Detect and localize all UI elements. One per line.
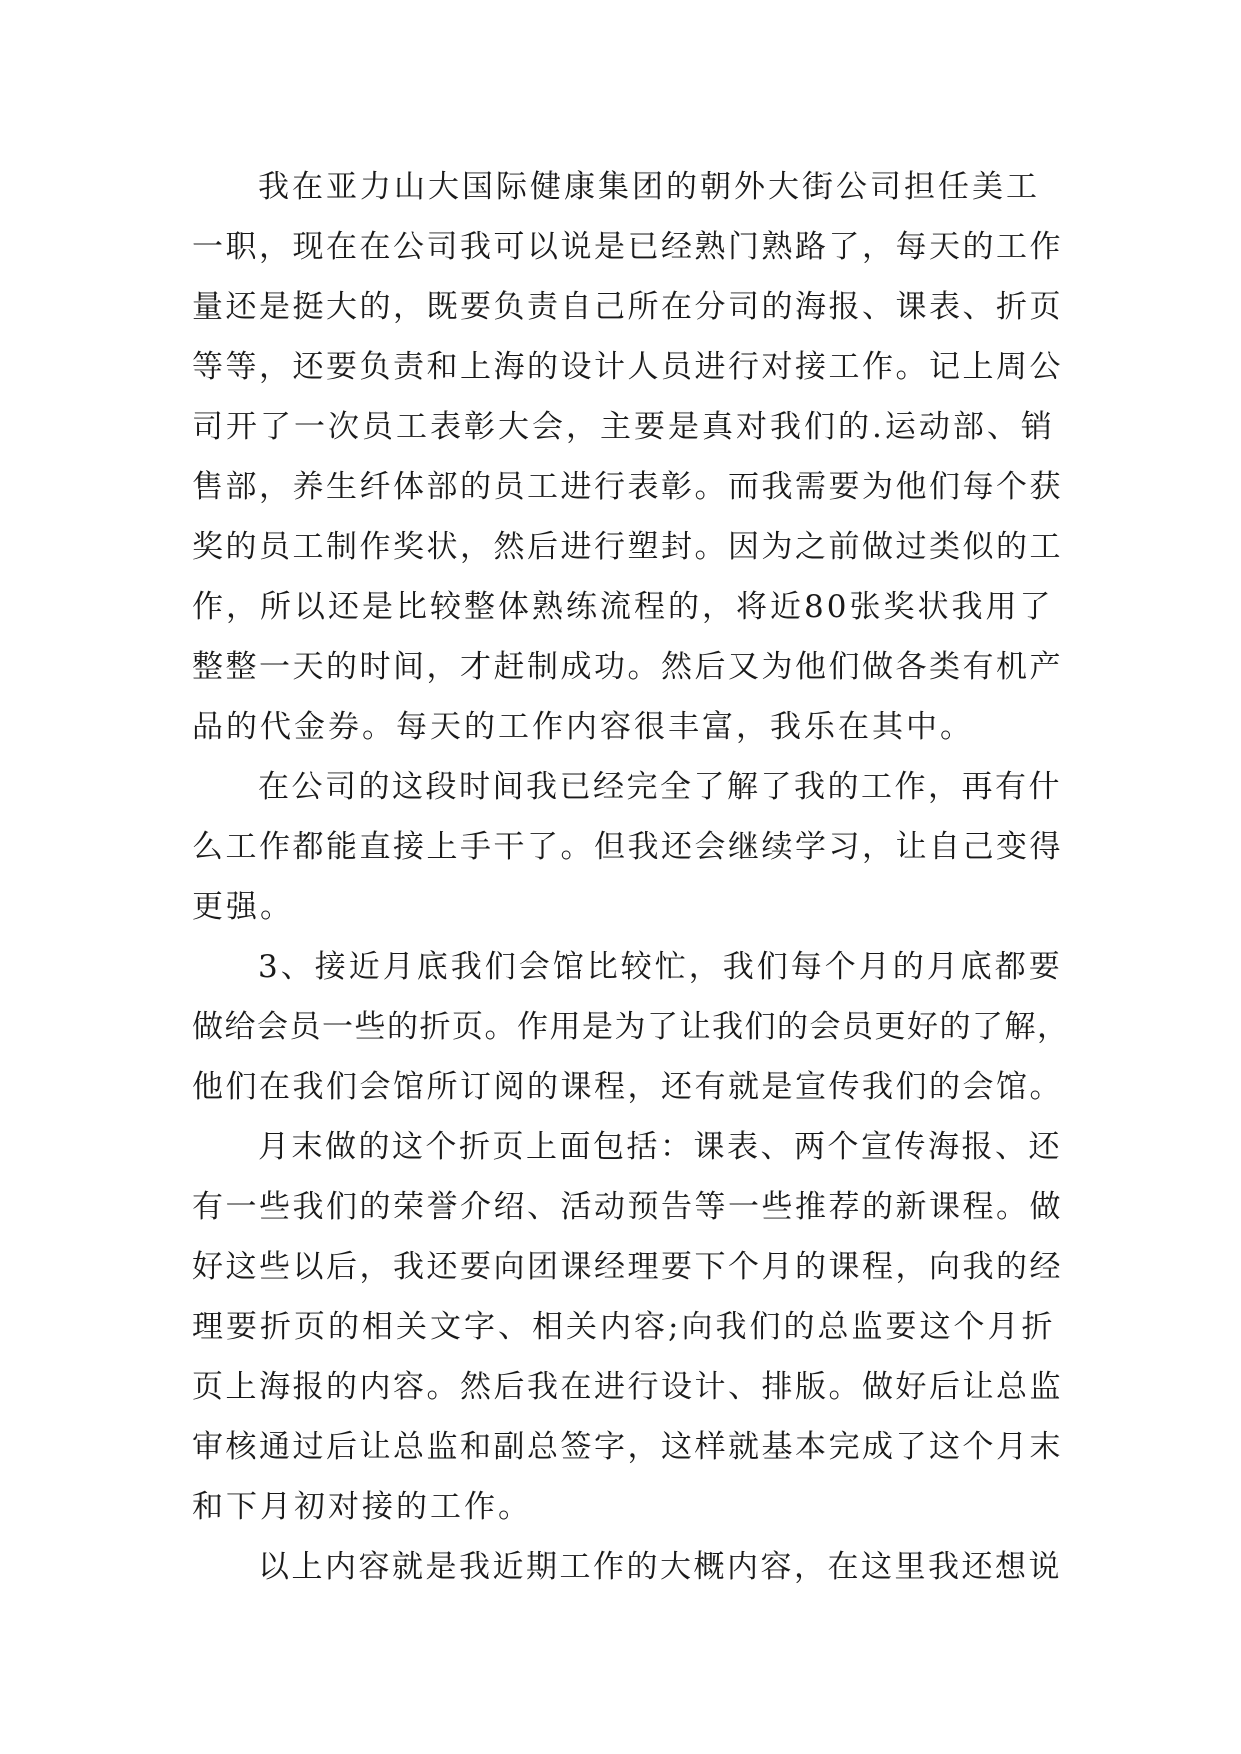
- text-line: 好这些以后，我还要向团课经理要下个月的课程，向我的经: [192, 1249, 1063, 1285]
- text-line: 以上内容就是我近期工作的大概内容，在这里我还想说: [258, 1549, 1062, 1585]
- text-line: 我在亚力山大国际健康集团的朝外大街公司担任美工: [258, 169, 1040, 205]
- text-line: 售部，养生纤体部的员工进行表彰。而我需要为他们每个获: [192, 469, 1063, 505]
- text-line: 审核通过后让总监和副总签字，这样就基本完成了这个月末: [192, 1429, 1063, 1465]
- text-line: 和下月初对接的工作。: [192, 1489, 532, 1525]
- text-line: 量还是挺大的，既要负责自己所在分司的海报、课表、折页: [192, 289, 1063, 325]
- text-line: 月末做的这个折页上面包括：课表、两个宣传海报、还: [258, 1129, 1062, 1165]
- text-line: 一职，现在在公司我可以说是已经熟门熟路了，每天的工作: [192, 229, 1063, 265]
- text-line: 司开了一次员工表彰大会，主要是真对我们的.运动部、销: [192, 409, 1055, 445]
- text-line: 么工作都能直接上手干了。但我还会继续学习，让自己变得: [192, 829, 1063, 865]
- text-line: 他们在我们会馆所订阅的课程，还有就是宣传我们的会馆。: [192, 1069, 1063, 1105]
- document-body: [192, 157, 1072, 1597]
- text-line: 作，所以还是比较整体熟练流程的，将近80张奖状我用了: [192, 589, 1054, 625]
- text-line: 3、接近月底我们会馆比较忙，我们每个月的月底都要: [258, 949, 1063, 985]
- text-line: 更强。: [192, 889, 294, 925]
- text-line: 理要折页的相关文字、相关内容;向我们的总监要这个月折: [192, 1309, 1056, 1345]
- text-line: 页上海报的内容。然后我在进行设计、排版。做好后让总监: [192, 1369, 1063, 1405]
- text-line: 在公司的这段时间我已经完全了解了我的工作，再有什: [258, 769, 1062, 805]
- text-line: 做给会员一些的折页。作用是为了让我们的会员更好的了解，: [192, 1009, 1070, 1045]
- text-line: 有一些我们的荣誉介绍、活动预告等一些推荐的新课程。做: [192, 1189, 1063, 1225]
- text-line: 奖的员工制作奖状，然后进行塑封。因为之前做过类似的工: [192, 529, 1063, 565]
- text-line: 等等，还要负责和上海的设计人员进行对接工作。记上周公: [192, 349, 1063, 385]
- text-line: 整整一天的时间，才赶制成功。然后又为他们做各类有机产: [192, 649, 1063, 685]
- text-line: 品的代金券。每天的工作内容很丰富，我乐在其中。: [192, 709, 974, 745]
